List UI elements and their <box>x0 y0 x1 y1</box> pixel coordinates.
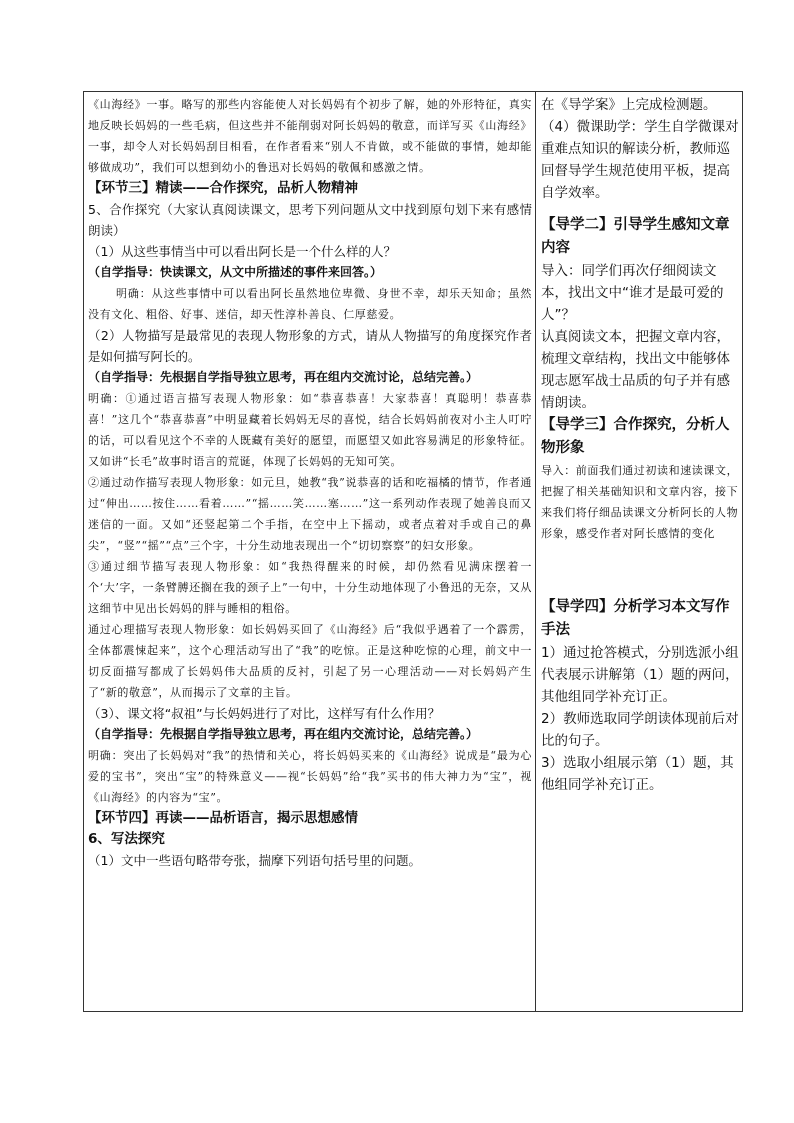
question-3: （3）、课文将“叔祖”与长妈妈进行了对比，这样写有什么作用？ <box>88 706 441 721</box>
guide2-heading: 【导学二】引导学生感知文章内容 <box>541 217 730 256</box>
guide2-intro: 导入：同学们再次仔细阅读文本，找出文中“谁才是最可爱的人”？ <box>541 263 724 323</box>
question-2-answer-psychology: 通过心理描写表现人物形象：如长妈妈买回了《山海经》后“我似乎遇着了一个霹雳，全体都震悚起来”，这个心理活动写出了“我”的吃惊。正是这种吃惊的心理，前文中一切反面描写都成了长妈妈伟大品质的反衬，引起了另一心理活动——对长妈妈产生了“新的敬意”，从而揭示了文章的主旨。 <box>88 623 532 699</box>
column-divider <box>535 91 536 1012</box>
guide4-step-1: 1）通过抢答模式，分别选派小组代表展示讲解第（1）题的两问，其他组同学补充订正。 <box>541 645 739 705</box>
section3-heading: 【环节三】精读——合作探究，品析人物精神 <box>88 180 358 196</box>
question-6-1: （1）文中一些语句略带夸张，揣摩下列语句括号里的问题。 <box>88 853 421 868</box>
question-3-guide: （自学指导：先根据自学指导独立思考，再在组内交流讨论，总结完善。） <box>88 727 479 741</box>
item6-heading: 6、写法探究 <box>88 831 165 847</box>
guide2-text: 认真阅读文本，把握文章内容，梳理文章结构，找出文中能够体现志愿军战士品质的句子并有感情朗读。 <box>541 329 730 411</box>
question-1: （1）从这些事情当中可以看出阿长是一个什么样的人？ <box>88 244 396 259</box>
guide3-intro: 导入：前面我们通过初读和速读课文，把握了相关基础知识和文章内容，接下来我们将仔细品读课文分析阿长的人物形象，感受作者对阿长感情的变化 <box>541 464 739 540</box>
question-2-answer-language: 明确：①通过语言描写表现人物形象：如“恭喜恭喜！大家恭喜！真聪明！恭喜恭喜！”这几个“恭喜恭喜”中明显藏着长妈妈无尽的喜悦，结合长妈妈前夜对小主人叮咛的话，可以看见这个不幸的人既藏有美好的愿望，而愿望又如此容易满足的形象特征。又如讲“长毛”故事时语言的荒诞，体现了长妈妈的无知可笑。 <box>88 392 532 468</box>
question-2: （2）人物描写是最常见的表现人物形象的方式，请从人物描写的角度探究作者是如何描写阿长的。 <box>88 328 532 364</box>
right-text-1: 在《导学案》上完成检测题。 <box>541 97 717 113</box>
guide3-heading: 【导学三】合作探究，分析人物形象 <box>541 417 730 456</box>
right-column <box>541 94 739 796</box>
question-1-answer: 明确：从这些事情中可以看出阿长虽然地位卑微、身世不幸，却乐天知命；虽然没有文化、粗俗、好事、迷信，却天性淳朴善良、仁厚慈爱。 <box>88 287 532 321</box>
guide4-heading: 【导学四】分析学习本文写作手法 <box>541 599 730 638</box>
intro-paragraph: 《山海经》一事。略写的那些内容能使人对长妈妈有个初步了解，她的外形特征，真实地反映长妈妈的一些毛病，但这些并不能削弱对阿长妈妈的敬意，而详写买《山海经》一事，却令人对长妈妈刮目相看，在作者看来“别人不肯做，或不能做的事情，她却能够做成功”，我们可以想到幼小的鲁迅对长妈妈的敬佩和感激之情。 <box>88 98 532 174</box>
question-2-answer-action: ②通过动作描写表现人物形象：如元旦，她教“我”说恭喜的话和吃福橘的情节，作者通过“伸出……按住……看着……”“摇……笑……塞……”这一系列动作表现了她善良而又迷信的一面。又如“还竖起第二个手指，在空中上下摇动，或者点着对手或自己的鼻尖”，“竖”“摇”“点”三个字，十分生动地表现出一个“切切察察”的妇女形象。 <box>88 476 532 552</box>
right-text-micro-lesson: （4）微课助学：学生自学微课对重难点知识的解读分析，教师巡回督导学生规范使用平板，提高自学效率。 <box>541 119 739 201</box>
question-2-guide: （自学指导：先根据自学指导独立思考，再在组内交流讨论，总结完善。） <box>88 370 479 384</box>
question-2-answer-detail: ③通过细节描写表现人物形象：如“我热得醒来的时候，却仍然看见满床摆着一个‘大’字，一条臂膊还搁在我的颈子上”一句中，十分生动地体现了小鲁迅的无奈，又从这细节中见出长妈妈的胖与睡相的粗俗。 <box>88 560 532 615</box>
question-1-guide: （自学指导：快读课文，从文中所描述的事件来回答。） <box>88 265 383 279</box>
section4-heading: 【环节四】再读——品析语言，揭示思想感情 <box>88 810 358 826</box>
guide4-step-3: 3）选取小组展示第（1）题，其他组同学补充订正。 <box>541 755 734 793</box>
item5-text: 5、合作探究（大家认真阅读课文，思考下列问题从文中找到原句划下来有感情朗读） <box>88 202 532 238</box>
guide4-step-2: 2）教师选取同学朗读体现前后对比的句子。 <box>541 711 739 749</box>
question-3-answer: 明确：突出了长妈妈对“我”的热情和关心，将长妈妈买来的《山海经》说成是“最为心爱的宝书”，突出“宝”的特殊意义——视“长妈妈”给“我”买书的伟大神力为“宝”，视《山海经》的内容为“宝”。 <box>88 749 532 804</box>
left-column <box>88 94 532 871</box>
